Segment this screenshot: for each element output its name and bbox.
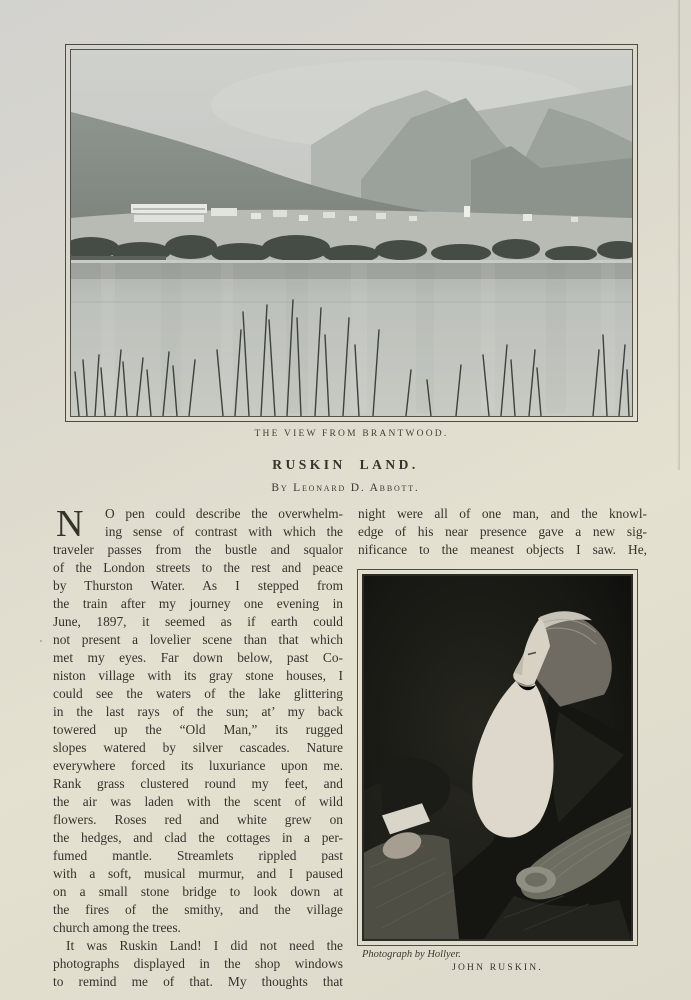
portrait-credit: Photograph by Hollyer.	[362, 949, 461, 960]
text-line: nificance to the meanest objects I saw. He,	[358, 542, 647, 557]
text-line: ing sense of contrast with which the	[105, 524, 343, 539]
text-line: night were all of one man, and the knowl-	[358, 506, 647, 521]
text-line: the air was laden with the scent of wild	[53, 794, 343, 809]
text-line: It was Ruskin Land! I did not need the	[66, 938, 343, 953]
text-line: flowers. Roses red and white grew on	[53, 812, 343, 827]
text-line: Rank grass clustered round my feet, and	[53, 776, 343, 791]
text-line: edge of his near presence gave a new sig-	[358, 524, 647, 539]
portrait-art	[364, 576, 631, 939]
page-edge-shadow	[677, 0, 680, 470]
text-line: the train after my journey one evening in	[53, 596, 343, 611]
left-column	[53, 505, 343, 991]
text-line: O pen could describe the overwhelm-	[105, 506, 343, 521]
landscape-art	[71, 50, 632, 416]
right-column	[358, 505, 647, 559]
text-line: of the London streets to the rest and peace	[53, 560, 343, 575]
text-line: photographs displayed in the shop windows	[53, 956, 343, 971]
text-line: could see the waters of the lake glittering	[53, 686, 343, 701]
text-line: met my eyes. Far down below, past Co-	[53, 650, 343, 665]
text-line: fumed mantle. Streamlets rippled past	[53, 848, 343, 863]
article-byline: By Leonard D. Abbott.	[271, 482, 420, 494]
text-line: church among the trees.	[53, 920, 181, 935]
text-line: in the last rays of the sun; at’ my back	[53, 704, 343, 719]
text-line: niston village with its gray stone houses, I	[53, 668, 343, 683]
text-line: everywhere forced its luxuriance upon me.	[53, 758, 343, 773]
text-line: to remind me of that. My thoughts that	[53, 974, 343, 989]
text-line: traveler passes from the bustle and squalor	[53, 542, 343, 557]
paragraph	[53, 505, 343, 937]
landscape-caption: THE VIEW FROM BRANTWOOD.	[254, 429, 449, 439]
article-title: RUSKIN LAND.	[272, 457, 419, 472]
portrait-photo-frame	[357, 569, 638, 946]
landscape-photo-frame	[65, 44, 638, 422]
text-line: on a small stone bridge to look down at	[53, 884, 343, 899]
portrait-caption: JOHN RUSKIN.	[452, 963, 543, 973]
text-line: slopes watered by silver cascades. Nature	[53, 740, 343, 755]
portrait-photo	[362, 574, 633, 941]
paragraph	[53, 937, 343, 991]
text-line: by Thurston Water. As I stepped from	[53, 578, 343, 593]
text-line: towered up the “Old Man,” its rugged	[53, 722, 343, 737]
drop-cap: N	[56, 503, 84, 545]
text-line: the fires of the smithy, and the village	[53, 902, 343, 917]
text-line: the hedges, and clad the cottages in a per-	[53, 830, 343, 845]
paragraph	[358, 505, 647, 559]
landscape-photo	[70, 49, 633, 417]
text-line: June, 1897, it seemed as if earth could	[53, 614, 343, 629]
text-line: with a soft, musical murmur, and I paused	[53, 866, 343, 881]
text-line: not present a lovelier scene than that which	[53, 632, 343, 647]
paper-speck	[40, 640, 42, 642]
